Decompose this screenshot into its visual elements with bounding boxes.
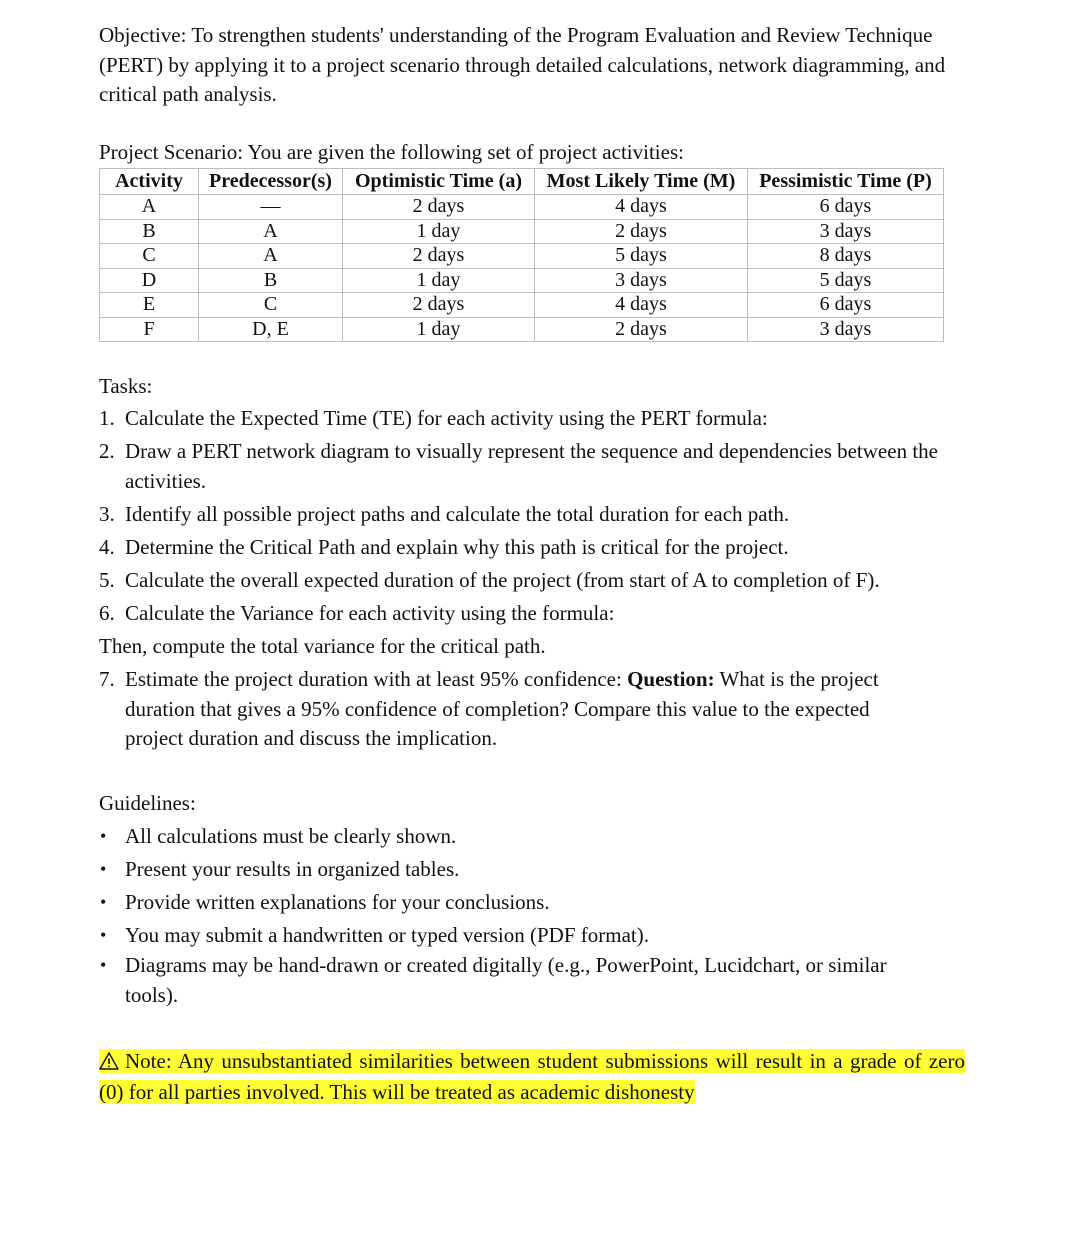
cell-activity: B	[100, 219, 199, 244]
cell-optimistic: 2 days	[343, 293, 535, 318]
task7-pre: Estimate the project duration with at least 95% confidence:	[125, 667, 628, 691]
cell-predecessor: A	[199, 219, 343, 244]
task-number: 3.	[99, 502, 115, 526]
scenario-intro: Project Scenario: You are given the following set of project activities:	[99, 140, 684, 164]
cell-optimistic: 2 days	[343, 244, 535, 269]
guideline-item	[99, 951, 944, 1010]
tasks-heading: Tasks:	[99, 374, 153, 398]
cell-predecessor: D, E	[199, 317, 343, 342]
task-item	[99, 665, 929, 754]
activities-table	[99, 168, 944, 342]
guideline-text: Provide written explanations for your conclusions.	[125, 890, 550, 914]
table-row	[100, 268, 944, 293]
cell-most-likely: 2 days	[535, 219, 748, 244]
cell-predecessor: B	[199, 268, 343, 293]
academic-integrity-note	[99, 1046, 965, 1108]
task-item	[99, 566, 959, 596]
objective-paragraph: Objective: To strengthen students' understanding of the Program Evaluation and Review Technique (PERT) by applying it to a project scenario through detailed calculations, network diagramming, and critical path analysis.	[99, 23, 946, 106]
task-item	[99, 533, 959, 563]
header-most-likely: Most Likely Time (M)	[535, 169, 748, 195]
task-number: 2.	[99, 439, 115, 463]
cell-most-likely: 4 days	[535, 293, 748, 318]
warning-icon	[99, 1052, 119, 1070]
task-text	[125, 665, 929, 754]
bullet-icon: •	[100, 892, 107, 912]
cell-pessimistic: 6 days	[748, 293, 944, 318]
task-item	[99, 437, 959, 496]
header-optimistic: Optimistic Time (a)	[343, 169, 535, 195]
cell-most-likely: 5 days	[535, 244, 748, 269]
cell-predecessor: —	[199, 195, 343, 220]
task-item	[99, 500, 959, 530]
header-activity: Activity	[100, 169, 199, 195]
task-text: Calculate the overall expected duration of the project (from start of A to completion of F).	[125, 568, 880, 592]
bullet-icon: •	[100, 826, 107, 846]
task7-question-label: Question:	[627, 667, 715, 691]
task7-post: What is the project duration that gives a 95% confidence of completion? Compare this value to the expected project duration and discuss the implication.	[125, 667, 879, 750]
cell-optimistic: 2 days	[343, 195, 535, 220]
task-number: 7.	[99, 667, 115, 691]
task-text: Calculate the Expected Time (TE) for each activity using the PERT formula:	[125, 406, 768, 430]
task-number: 4.	[99, 535, 115, 559]
cell-predecessor: C	[199, 293, 343, 318]
cell-pessimistic: 8 days	[748, 244, 944, 269]
task-text: Calculate the Variance for each activity using the formula:	[125, 601, 615, 625]
task-item	[99, 599, 959, 629]
table-row	[100, 195, 944, 220]
cell-activity: F	[100, 317, 199, 342]
table-row	[100, 219, 944, 244]
cell-pessimistic: 5 days	[748, 268, 944, 293]
task-number: 1.	[99, 406, 115, 430]
table-row	[100, 317, 944, 342]
guideline-text: You may submit a handwritten or typed version (PDF format).	[125, 923, 649, 947]
guideline-item	[99, 888, 959, 918]
table-row	[100, 244, 944, 269]
guideline-text: Present your results in organized tables.	[125, 857, 460, 881]
note-highlight	[99, 1049, 965, 1104]
cell-most-likely: 2 days	[535, 317, 748, 342]
guidelines-heading: Guidelines:	[99, 791, 196, 815]
task-then-text: Then, compute the total variance for the critical path.	[99, 634, 546, 658]
cell-optimistic: 1 day	[343, 317, 535, 342]
guideline-text: All calculations must be clearly shown.	[125, 824, 457, 848]
task-text: Determine the Critical Path and explain why this path is critical for the project.	[125, 535, 789, 559]
task-text: Draw a PERT network diagram to visually represent the sequence and dependencies between the activities.	[125, 439, 938, 493]
header-pessimistic: Pessimistic Time (P)	[748, 169, 944, 195]
guideline-item	[99, 855, 959, 885]
header-predecessors: Predecessor(s)	[199, 169, 343, 195]
bullet-icon: •	[100, 925, 107, 945]
task-number: 6.	[99, 601, 115, 625]
table-row	[100, 293, 944, 318]
cell-predecessor: A	[199, 244, 343, 269]
note-text: Note: Any unsubstantiated similarities between student submissions will result in a grade of zero (0) for all parties involved. This will be treated as academic dishonesty	[99, 1049, 965, 1104]
task-number: 5.	[99, 568, 115, 592]
cell-optimistic: 1 day	[343, 219, 535, 244]
bullet-icon: •	[100, 955, 107, 975]
cell-optimistic: 1 day	[343, 268, 535, 293]
cell-pessimistic: 3 days	[748, 317, 944, 342]
guideline-text: Diagrams may be hand-drawn or created digitally (e.g., PowerPoint, Lucidchart, or similar tools).	[125, 953, 887, 1007]
table-header-row	[100, 169, 944, 195]
cell-pessimistic: 3 days	[748, 219, 944, 244]
guideline-item	[99, 921, 959, 951]
cell-activity: D	[100, 268, 199, 293]
task-text: Identify all possible project paths and calculate the total duration for each path.	[125, 502, 790, 526]
bullet-icon: •	[100, 859, 107, 879]
guideline-item	[99, 822, 959, 852]
cell-most-likely: 4 days	[535, 195, 748, 220]
cell-activity: A	[100, 195, 199, 220]
cell-pessimistic: 6 days	[748, 195, 944, 220]
cell-most-likely: 3 days	[535, 268, 748, 293]
cell-activity: E	[100, 293, 199, 318]
task-item	[99, 404, 959, 434]
cell-activity: C	[100, 244, 199, 269]
